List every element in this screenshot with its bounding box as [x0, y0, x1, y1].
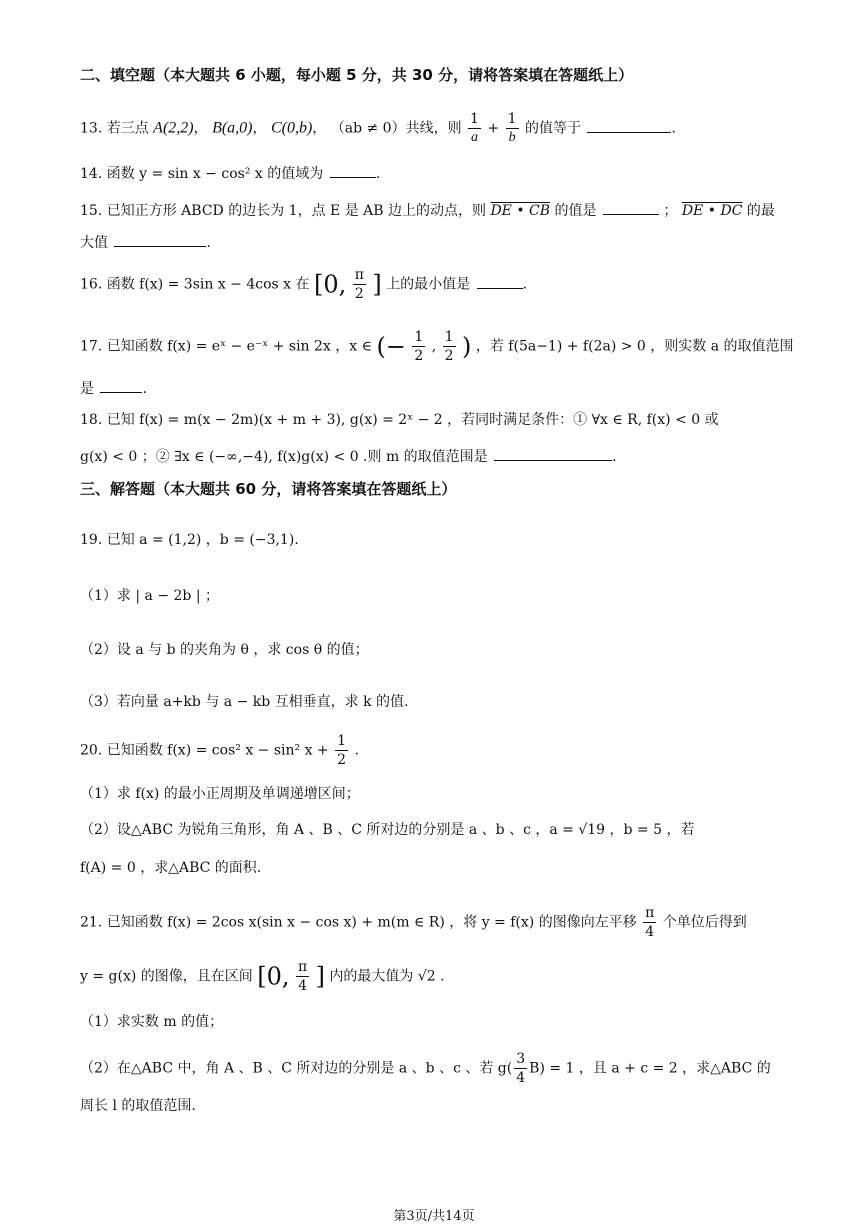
- question-20: 20. 已知函数 f(x) = cos² x − sin² x + $\frac{1}{2}$ .: [80, 733, 359, 768]
- question-19: 19. 已知 a = (1,2) ，b = (−3,1).: [80, 532, 299, 548]
- page-footer: 第3页/共14页: [393, 1209, 475, 1224]
- question-20-part-1: （1）求 f(x) 的最小正周期及单调递增区间；: [80, 786, 360, 802]
- answer-blank: [114, 232, 206, 247]
- question-18-cont: g(x) < 0 ；② ∃x ∈ (−∞,−4), f(x)g(x) < 0 .则 m 的取值范围是 .: [80, 446, 798, 467]
- question-21-cont: y = g(x) 的图像，且在区间 [0, $\frac{\pi}{4}$ ] 内的最大值为 √2 .: [80, 959, 445, 994]
- answer-blank: [494, 446, 612, 461]
- fraction-pi-over-4: $\frac{\pi}{4}$: [297, 959, 308, 994]
- question-19-part-2: （2）设 a 与 b 的夹角为 θ ，求 cos θ 的值；: [80, 642, 369, 658]
- answer-blank: [100, 378, 142, 393]
- question-20-part-2: （2）设△ABC 为锐角三角形，角 A 、B 、C 所对边的分别是 a 、b 、c ，a = √19 ，b = 5 ，若: [80, 822, 695, 838]
- question-18: 18. 已知 f(x) = m(x − 2m)(x + m + 3), g(x) = 2ˣ − 2 ，若同时满足条件：① ∀x ∈ R, f(x) < 0 或: [80, 412, 719, 428]
- answer-blank: [477, 274, 523, 289]
- answer-blank: [603, 200, 659, 215]
- question-17: 17. 已知函数 f(x) = eˣ − e⁻ˣ + sin 2x ，x ∈ (− $\frac{1}{2}$ , $\frac{1}{2}$ ) ，若 f(5a−1) + f(2a) > 0 ，则实数 a 的取值范围: [80, 329, 794, 364]
- answer-blank: [587, 118, 671, 133]
- question-21-part-1: （1）求实数 m 的值；: [80, 1014, 224, 1030]
- question-13: 13. 若三点 A(2,2)， B(a,0)， C(0,b)， （ab ≠ 0）共线，则 $\frac{1}{a}$ + $\frac{1}{b}$ 的值等于 .: [80, 111, 676, 145]
- question-19-part-1: （1）求 | a − 2b | ；: [80, 588, 219, 604]
- fraction-3-over-4: $\frac{3}{4}$: [516, 1051, 526, 1086]
- question-16: 16. 函数 f(x) = 3sin x − 4cos x 在 [0, $\frac{\pi}{2}$ ] 上的最小值是 .: [80, 267, 528, 302]
- question-21-part-2: （2）在△ABC 中，角 A 、B 、C 所对边的分别是 a 、b 、c 、若 g( $\frac{3}{4}$ B) = 1 ，且 a + c = 2 ，求△ABC 的: [80, 1051, 771, 1086]
- question-19-part-3: （3）若向量 a+kb 与 a − kb 互相垂直，求 k 的值.: [80, 694, 409, 710]
- fraction-half-neg: $\frac{1}{2}$: [414, 329, 424, 364]
- question-15-cont: 大值 .: [80, 232, 798, 253]
- section-title-fill-in: 二、填空题（本大题共 6 小题，每小题 5 分，共 30 分，请将答案填在答题纸上）: [80, 66, 634, 84]
- fraction-half: $\frac{1}{2}$: [337, 733, 347, 768]
- question-21-part-2-cont: 周长 l 的取值范围.: [80, 1098, 196, 1114]
- fraction-1-over-a: $\frac{1}{a}$: [470, 111, 479, 145]
- question-15: 15. 已知正方形 ABCD 的边长为 1，点 E 是 AB 边上的动点，则 DE • CB 的值是 ； DE • DC 的最: [80, 200, 798, 221]
- answer-blank: [330, 163, 376, 178]
- section-title-solutions: 三、解答题（本大题共 60 分，请将答案填在答题纸上）: [80, 480, 457, 498]
- question-20-part-2-cont: f(A) = 0 ，求△ABC 的面积.: [80, 860, 262, 876]
- question-14: 14. 函数 y = sin x − cos² x 的值域为 .: [80, 163, 798, 184]
- question-21: 21. 已知函数 f(x) = 2cos x(sin x − cos x) + m(m ∈ R) ，将 y = f(x) 的图像向左平移 $\frac{\pi}{4}$ 个单位后得到: [80, 905, 747, 940]
- fraction-1-over-b: $\frac{1}{b}$: [507, 111, 517, 145]
- fraction-half: $\frac{1}{2}$: [444, 329, 454, 364]
- fraction-pi-over-4: $\frac{\pi}{4}$: [645, 905, 655, 940]
- question-17-cont: 是 .: [80, 378, 798, 399]
- fraction-pi-over-2: $\frac{\pi}{2}$: [354, 267, 364, 302]
